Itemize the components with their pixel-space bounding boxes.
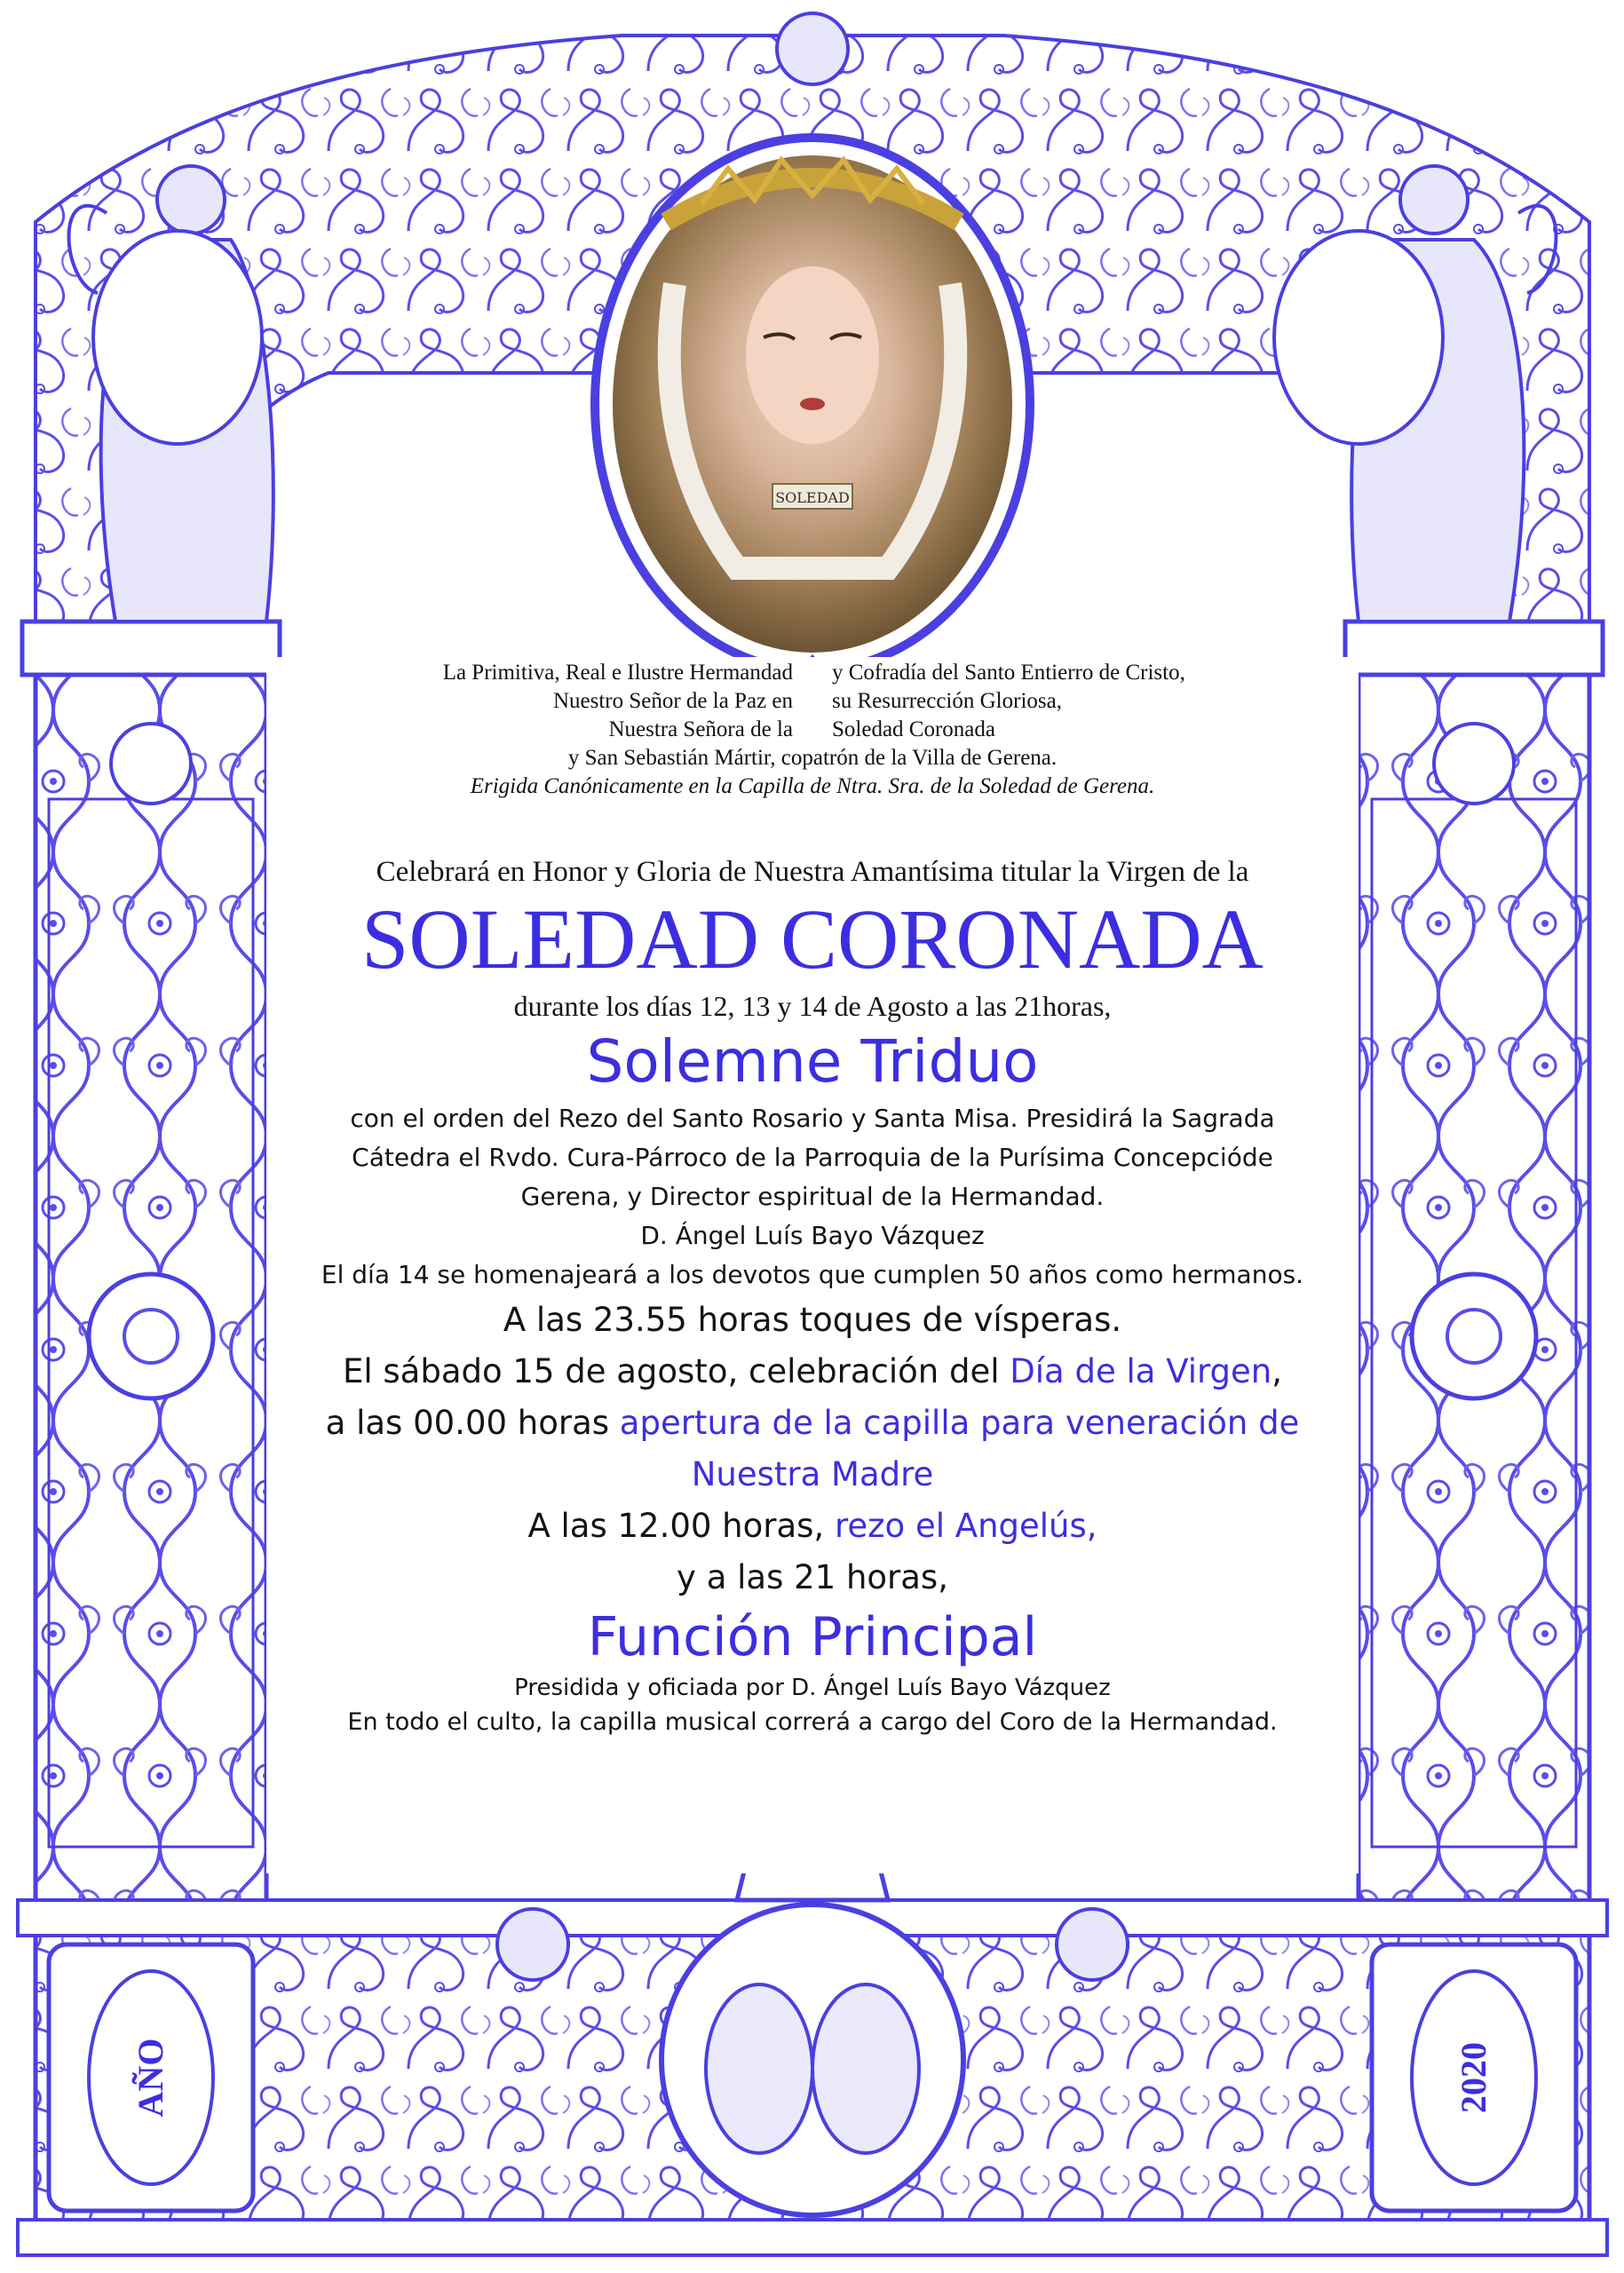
apertura-highlight: apertura de la capilla para veneración de [619, 1404, 1300, 1442]
header-row [266, 659, 1359, 687]
triduo-heading: Solemne Triduo [586, 1027, 1039, 1096]
announcement [266, 852, 1359, 1740]
left-rosette [89, 1274, 213, 1398]
intro-line: Celebrará en Honor y Gloria de Nuestra Amantísima titular la Virgen de la [376, 856, 1249, 888]
coro-line: En todo el culto, la capilla musical correrá a cargo del Coro de la Hermandad. [347, 1708, 1278, 1736]
body-line-1: con el orden del Rezo del Santo Rosario y Santa Misa. Presidirá la Sagrada [350, 1104, 1275, 1133]
top-cherub [777, 13, 848, 84]
body-line-2: Cátedra el Rvdo. Cura-Párroco de la Parroquia de la Purísima Concepcióde [352, 1143, 1273, 1172]
header-line-4: y San Sebastián Mártir, copatrón de la Villa de Gerena. [567, 746, 1058, 770]
cartouche-year-label: AÑO [131, 2038, 170, 2118]
angelus-highlight: rezo el Angelús, [834, 1507, 1097, 1545]
header-left-3: Nuestra Señora de la [608, 717, 793, 741]
visperas-line: A las 23.55 horas toques de vísperas. [503, 1301, 1122, 1339]
cartouche-left [49, 1944, 253, 2211]
header-left-2: Nuestro Señor de la Paz en [552, 689, 793, 713]
left-cherub-medallion [111, 724, 191, 804]
dates-line: durante los días 12, 13 y 14 de Agosto a las 21horas, [513, 990, 1112, 1022]
brotherhood-header [266, 659, 1359, 801]
header-row [266, 744, 1359, 772]
cartouche-year-value: 2020 [1454, 2042, 1493, 2113]
body-line-4: D. Ángel Luís Bayo Vázquez [640, 1221, 985, 1250]
veintiuna-line: y a las 21 horas, [677, 1558, 948, 1596]
bottom-left-cherub [497, 1909, 568, 1980]
right-cherub-medallion [1434, 724, 1514, 804]
header-row [266, 772, 1359, 801]
dia-virgen-highlight: Día de la Virgen [1010, 1352, 1272, 1390]
header-row [266, 716, 1359, 744]
header-left-1: La Primitiva, Real e Ilustre Hermandad [442, 661, 793, 685]
presidida-line: Presidida y oficiada por D. Ángel Luís Bayo Vázquez [514, 1675, 1111, 1701]
page-title: SOLEDAD CORONADA [360, 891, 1264, 986]
header-right-1: y Cofradía del Santo Entierro de Cristo, [832, 661, 1185, 685]
body-line-3: Gerena, y Director espiritual de la Hermandad. [520, 1182, 1105, 1211]
header-right-2: su Resurrección Gloriosa, [832, 689, 1062, 713]
cartouche-right [1372, 1944, 1576, 2211]
right-rosette [1412, 1274, 1536, 1398]
apertura-line: a las 00.00 horas apertura de la capilla para veneración de [325, 1404, 1300, 1442]
body-line-5: El día 14 se homenajeará a los devotos que cumplen 50 años como hermanos. [321, 1260, 1304, 1289]
madre-line: Nuestra Madre [691, 1455, 934, 1493]
portrait-badge: SOLEDAD [775, 489, 850, 506]
sabado-line: El sábado 15 de agosto, celebración del Día de la Virgen, [342, 1352, 1283, 1390]
bottom-right-cherub [1057, 1909, 1128, 1980]
funcion-heading: Función Principal [587, 1606, 1038, 1668]
header-line-5: Erigida Canónicamente en la Capilla de Ntra. Sra. de la Soledad de Gerena. [470, 774, 1155, 798]
header-right-3: Soledad Coronada [832, 717, 995, 741]
angelus-line: A las 12.00 horas, rezo el Angelús, [527, 1507, 1097, 1545]
header-row [266, 687, 1359, 716]
